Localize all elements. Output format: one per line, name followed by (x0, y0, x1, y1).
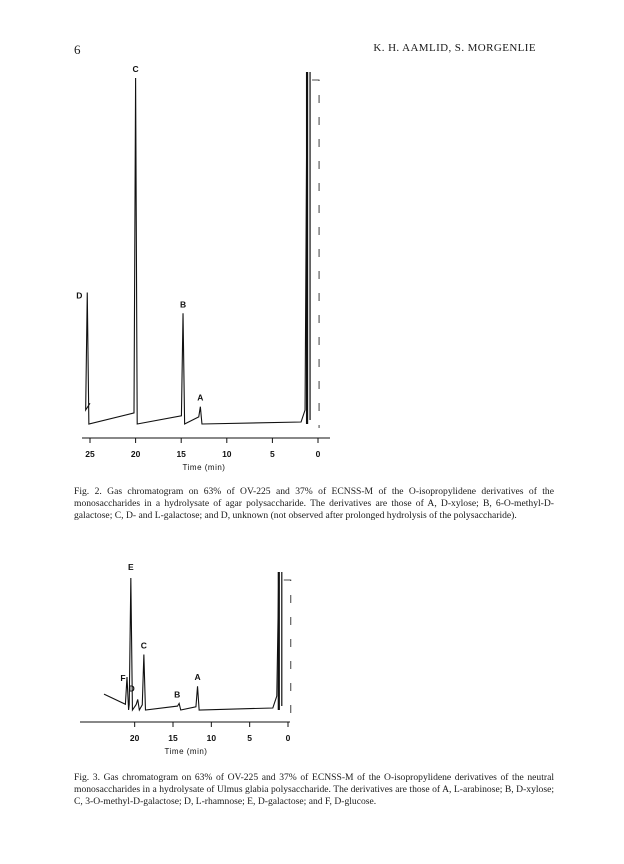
fig3-x-axis-label: Time (min) (164, 747, 208, 756)
figure-2-caption-text: Gas chromatogram on 63% of OV-225 and 37% of ECNSS-M of the O-isopropylidene derivatives of the monosaccharides in a hydrolysate of agar polysaccharide. The derivatives are those of A, D-xylose; B, 6-O-methyl-D-galactose; C, D- and L-galactose; and D, unknown (not observed after prolonged hydrolysis of the polysaccharide). (74, 486, 554, 522)
figure-2-caption (74, 486, 554, 523)
fig3-peak-label-b: B (174, 689, 181, 700)
fig2-tick-label: 10 (222, 449, 232, 459)
fig3-tick-label: 20 (129, 733, 140, 743)
fig2-tick-label: 25 (85, 449, 95, 459)
fig2-tick-label: 15 (176, 449, 186, 459)
running-head: K. H. AAMLID, S. MORGENLIE (373, 42, 536, 54)
fig3-pen-return (284, 580, 291, 714)
fig2-x-axis-label: Time (min) (182, 463, 226, 472)
fig3-peak-label-f: F (120, 673, 126, 683)
figure-3-caption-label: Fig. 3. (74, 772, 100, 783)
fig3-tick-label: 15 (168, 733, 178, 743)
fig3-tick-label: 0 (285, 733, 291, 743)
figure-2-caption-label: Fig. 2. (74, 486, 102, 497)
fig3-peak-label-e: E (127, 562, 134, 572)
fig2-tick-label: 20 (130, 449, 141, 459)
fig3-tick-label: 5 (247, 733, 253, 743)
fig3-peak-label-c: C (140, 640, 147, 651)
fig2-peak-label-c: C (132, 64, 139, 74)
fig2-peak-label-b: B (179, 299, 187, 310)
fig3-peak-label-d: D (128, 683, 135, 694)
fig2-tick-label: 5 (270, 449, 275, 459)
fig2-peak-label-a: A (197, 392, 204, 403)
figure-3-caption-text: Gas chromatogram on 63% of OV-225 and 37% of ECNSS-M of the O-isopropylidene derivatives of the neutral monosaccharides in a hydrolysate of Ulmus glabia polysaccharide. The derivatives are those of A, L-arabinose; B, D-xylose; C, 3-O-methyl-D-galactose; D, L-rhamnose; E, D-galactose; and F, D-glucose. (74, 772, 554, 808)
page-number: 6 (74, 42, 81, 57)
figure-3-caption (74, 772, 554, 809)
fig3-tick-label: 10 (206, 733, 217, 743)
fig2-tick-label: 0 (315, 449, 321, 459)
fig2-peak-label-d: D (76, 290, 83, 301)
fig3-peak-label-a: A (194, 672, 201, 683)
